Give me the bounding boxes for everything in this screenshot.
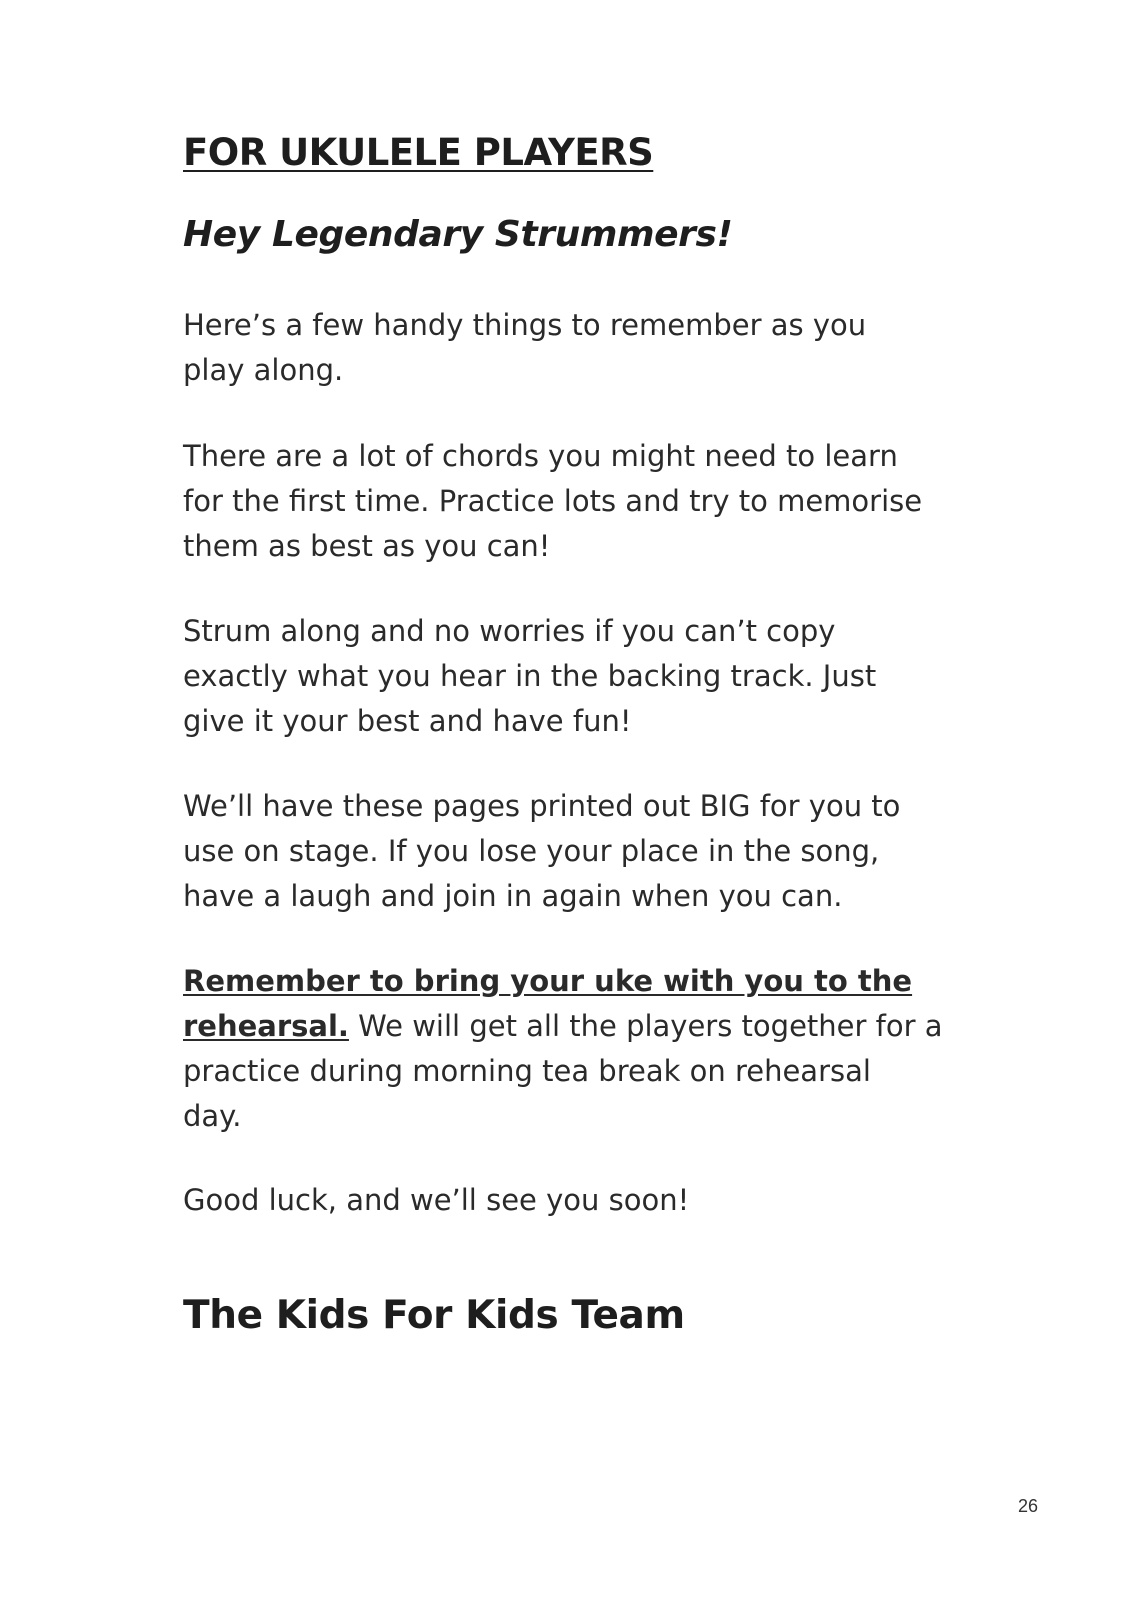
rehearsal-reminder-emphasis: Remember to bring your uke with you to the [183,964,913,998]
paragraph-line: We’ll have these pages printed out BIG for you to [183,789,901,823]
paragraph-line: day. [183,1099,242,1133]
rehearsal-reminder-emphasis-end: rehearsal. [183,1009,349,1043]
strum-paragraph [183,609,963,744]
paragraph-line: for the first time. Practice lots and try to memorise [183,484,923,518]
paragraph-line: Strum along and no worries if you can’t copy [183,614,836,648]
paragraph-line: There are a lot of chords you might need to learn [183,439,898,473]
paragraph-line: practice during morning tea break on rehearsal [183,1054,871,1088]
page-number: 26 [1018,1496,1039,1516]
paragraph-line: use on stage. If you lose your place in the song, [183,834,880,868]
paragraph-line: have a laugh and join in again when you can. [183,879,843,913]
stage-paragraph [183,784,963,919]
paragraph-line: Here’s a few handy things to remember as you [183,308,867,342]
team-signoff: The Kids For Kids Team [183,1293,685,1338]
paragraph-line: give it your best and have fun! [183,704,632,738]
intro-paragraph [183,303,963,393]
paragraph-line: Good luck, and we’ll see you soon! [183,1183,690,1217]
paragraph-line: exactly what you hear in the backing track. Just [183,659,877,693]
rehearsal-paragraph [183,959,963,1139]
closing-paragraph [183,1178,963,1223]
paragraph-line: We will get all the players together for a [348,1009,943,1043]
greeting-subheading: Hey Legendary Strummers! [183,214,733,255]
page-heading: FOR UKULELE PLAYERS [183,131,654,174]
paragraph-line: play along. [183,353,344,387]
paragraph-line: them as best as you can! [183,529,551,563]
chords-paragraph [183,434,963,569]
